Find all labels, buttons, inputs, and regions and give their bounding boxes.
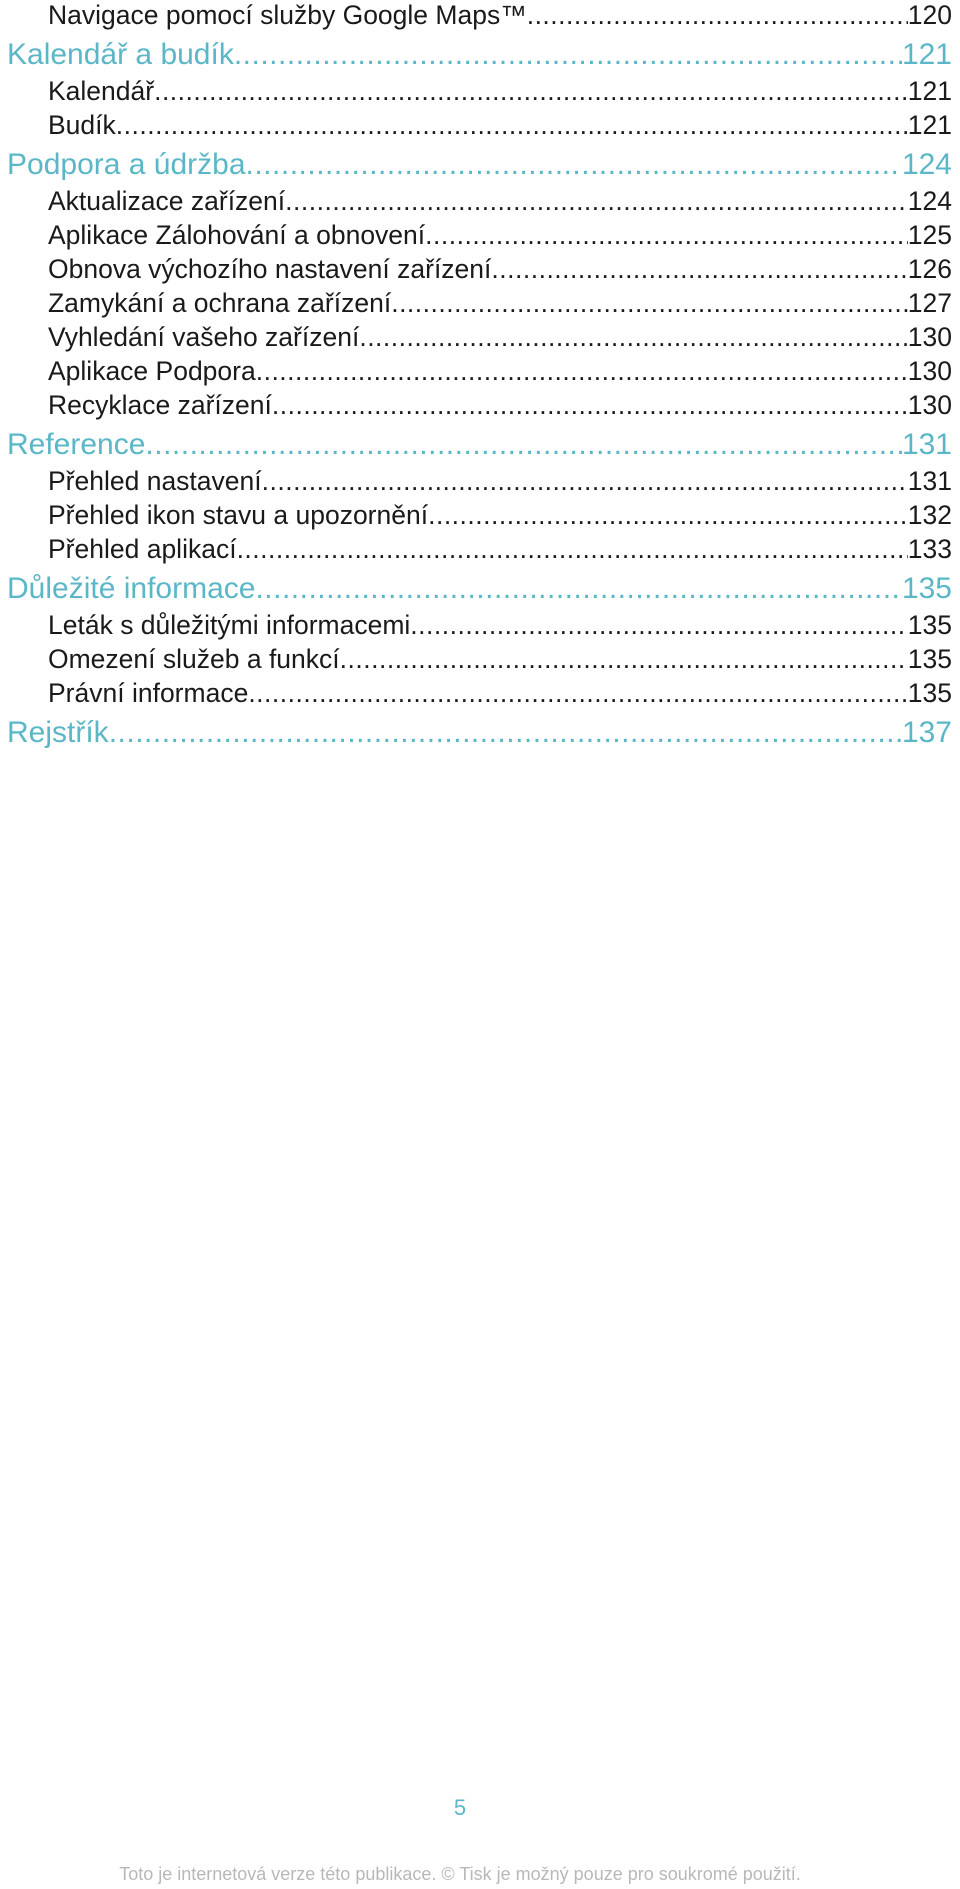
toc-dot-leader — [248, 678, 907, 709]
toc-dot-leader — [285, 186, 908, 217]
toc-entry-page: 124 — [907, 186, 952, 216]
toc-entry[interactable] — [48, 644, 952, 675]
toc-entry-title: Budík — [48, 110, 116, 140]
toc-dot-leader — [391, 288, 908, 319]
toc-dot-leader — [246, 148, 902, 182]
toc-entry-title: Přehled ikon stavu a upozornění — [48, 500, 429, 530]
toc-section-entry[interactable] — [7, 428, 952, 462]
toc-entry[interactable] — [48, 466, 952, 497]
toc-entry-page: 120 — [907, 0, 952, 30]
toc-entry-title: Přehled nastavení — [48, 466, 262, 496]
toc-entry-page: 121 — [907, 76, 952, 106]
toc-entry-page: 125 — [907, 220, 952, 250]
toc-entry[interactable] — [48, 322, 952, 353]
toc-dot-leader — [527, 0, 908, 31]
toc-entry-page: 131 — [907, 466, 952, 496]
toc-dot-leader — [340, 644, 908, 675]
toc-entry[interactable] — [48, 186, 952, 217]
toc-dot-leader — [116, 110, 908, 141]
toc-entry-title: Omezení služeb a funkcí — [48, 644, 340, 674]
toc-dot-leader — [491, 254, 907, 285]
footer-note: Toto je internetová verze této publikace. © Tisk je možný pouze pro soukromé použití. — [119, 1864, 801, 1884]
toc-entry-title: Obnova výchozího nastavení zařízení — [48, 254, 492, 284]
toc-section-title: Rejstřík — [7, 716, 109, 749]
toc-dot-leader — [428, 500, 908, 531]
toc-entry-title: Vyhledání vašeho zařízení — [48, 322, 360, 352]
toc-entry[interactable] — [48, 220, 952, 251]
toc-section-title: Reference — [7, 428, 146, 461]
toc-section-page: 137 — [901, 716, 952, 749]
toc-entry[interactable] — [48, 288, 952, 319]
toc-entry-title: Navigace pomocí služby Google Maps™ — [48, 0, 527, 30]
toc-entry-page: 135 — [907, 678, 952, 708]
toc-dot-leader — [109, 716, 902, 750]
toc-dot-leader — [237, 534, 908, 565]
toc-entry-page: 127 — [907, 288, 952, 318]
toc-dot-leader — [359, 322, 907, 353]
toc-entry[interactable] — [48, 254, 952, 285]
toc-entry-page: 130 — [907, 322, 952, 352]
toc-entry-page: 135 — [907, 610, 952, 640]
toc-dot-leader — [256, 356, 908, 387]
toc-entry[interactable] — [48, 390, 952, 421]
toc-section-page: 131 — [901, 428, 952, 461]
toc-section-entry[interactable] — [7, 716, 952, 750]
toc-entry-page: 126 — [907, 254, 952, 284]
toc-section-entry[interactable] — [7, 148, 952, 182]
toc-dot-leader — [255, 572, 902, 606]
toc-entry-title: Zamykání a ochrana zařízení — [48, 288, 392, 318]
toc-entry-page: 132 — [907, 500, 952, 530]
toc-entry[interactable] — [48, 0, 952, 31]
toc-dot-leader — [234, 38, 902, 72]
toc-entry-title: Recyklace zařízení — [48, 390, 272, 420]
toc-entry-title: Aktualizace zařízení — [48, 186, 286, 216]
toc-dot-leader — [425, 220, 908, 251]
toc-entry[interactable] — [48, 678, 952, 709]
toc-entry-page: 121 — [907, 110, 952, 140]
toc-section-title: Důležité informace — [7, 572, 256, 605]
toc-section-page: 124 — [901, 148, 952, 181]
toc-entry[interactable] — [48, 356, 952, 387]
toc-entry[interactable] — [48, 76, 952, 107]
toc-entry-page: 135 — [907, 644, 952, 674]
toc-section-title: Podpora a údržba — [7, 148, 246, 181]
toc-dot-leader — [145, 428, 902, 462]
toc-entry-title: Kalendář — [48, 76, 155, 106]
toc-entry-page: 130 — [907, 390, 952, 420]
toc-section-entry[interactable] — [7, 38, 952, 72]
toc-entry-title: Aplikace Zálohování a obnovení — [48, 220, 426, 250]
toc-entry-title: Přehled aplikací — [48, 534, 237, 564]
toc-section-title: Kalendář a budík — [7, 38, 234, 71]
toc-section-page: 121 — [901, 38, 952, 71]
toc-entry-title: Aplikace Podpora — [48, 356, 256, 386]
toc-dot-leader — [154, 76, 908, 107]
toc-dot-leader — [272, 390, 908, 421]
toc-entry-page: 130 — [907, 356, 952, 386]
toc-section-entry[interactable] — [7, 572, 952, 606]
toc-dot-leader — [262, 466, 908, 497]
toc-entry[interactable] — [48, 610, 952, 641]
toc-entry-title: Leták s důležitými informacemi — [48, 610, 411, 640]
page-number: 5 — [453, 1795, 467, 1820]
toc-entry-title: Právní informace — [48, 678, 249, 708]
toc-entry-page: 133 — [907, 534, 952, 564]
toc-entry[interactable] — [48, 110, 952, 141]
toc-entry[interactable] — [48, 534, 952, 565]
toc-entry[interactable] — [48, 500, 952, 531]
toc-section-page: 135 — [901, 572, 952, 605]
toc-dot-leader — [410, 610, 907, 641]
